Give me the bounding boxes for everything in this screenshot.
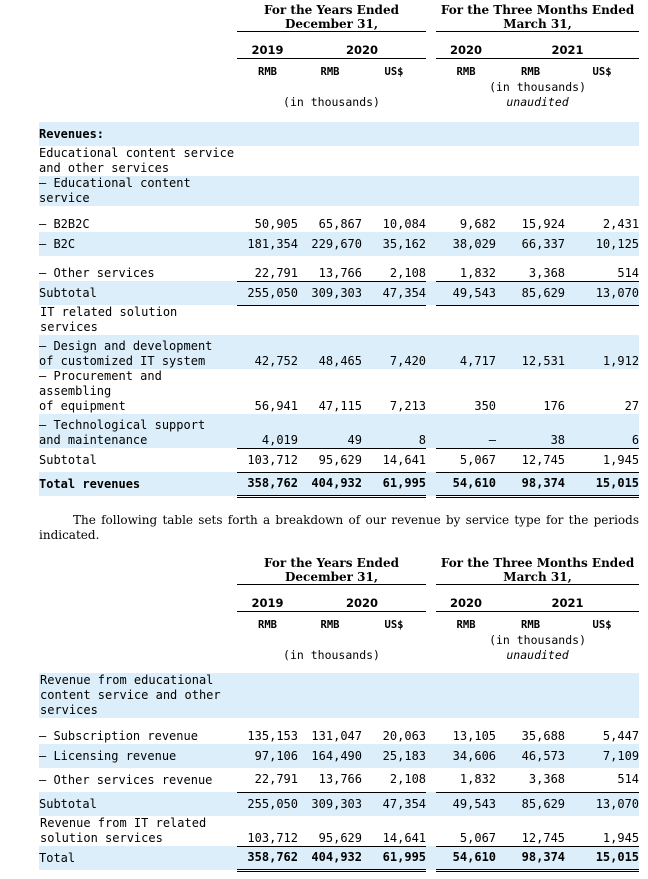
- cell: 1,945: [565, 816, 639, 846]
- table-row: [39, 448, 639, 472]
- cell: 98,374: [496, 472, 565, 496]
- in-thousands-label: (in thousands): [489, 80, 586, 94]
- cell: 13,766: [298, 768, 362, 792]
- cell: 66,337: [496, 232, 565, 256]
- cell: 38,029: [436, 232, 496, 256]
- cell: 131,047: [311, 729, 362, 743]
- currency-rmb: RMB: [521, 619, 541, 631]
- cell: 54,610: [436, 846, 496, 870]
- cell: 1,832: [436, 256, 496, 281]
- cell: 54,610: [436, 472, 496, 496]
- months-ended-header: For the Three Months Ended March 31,: [436, 3, 639, 32]
- cell: 13,766: [298, 256, 362, 281]
- table-row: [39, 256, 639, 281]
- row-label: – B2C: [39, 232, 237, 256]
- cell: 5,067: [436, 816, 496, 846]
- cell: 135,153: [247, 729, 298, 743]
- cell: 61,995: [362, 846, 426, 870]
- table-row: [39, 718, 639, 744]
- cell: 48,465: [298, 335, 362, 369]
- edu-content-service-label: – Educational content service: [39, 176, 237, 206]
- cell: 176: [543, 399, 566, 413]
- year-2020-q: 2020: [436, 36, 496, 58]
- in-thousands-label: (in thousands): [283, 648, 380, 662]
- cell: 14,641: [362, 816, 426, 846]
- cell: 12,745: [496, 448, 565, 472]
- cell: 229,670: [298, 232, 362, 256]
- cell: 46,573: [496, 744, 565, 768]
- cell: 47,115: [318, 399, 362, 413]
- cell: 12,531: [496, 335, 565, 369]
- cell: 14,641: [362, 448, 426, 472]
- table-row: [39, 744, 639, 768]
- edu-revenue-label: Revenue from educational content service and other services: [39, 673, 237, 718]
- currency-usd: US$: [384, 619, 404, 631]
- year-2021: 2021: [496, 589, 639, 611]
- year-2020: 2020: [298, 589, 426, 611]
- cell: 309,303: [298, 281, 362, 305]
- table-row: [39, 768, 639, 792]
- cell: 514: [565, 256, 639, 281]
- cell: 181,354: [237, 232, 298, 256]
- cell: 22,791: [237, 256, 298, 281]
- edu-content-label: Educational content service and other services: [39, 146, 235, 175]
- cell: 7,420: [362, 335, 426, 369]
- row-label: – Subscription revenue: [39, 729, 198, 743]
- cell: 255,050: [237, 792, 298, 816]
- cell: 97,106: [237, 744, 298, 768]
- table-row: [39, 414, 639, 448]
- cell: 65,867: [318, 217, 362, 231]
- cell: 1,945: [565, 448, 639, 472]
- cell: 12,745: [496, 816, 565, 846]
- cell: 514: [565, 768, 639, 792]
- cell: 22,791: [237, 768, 298, 792]
- table-row: [39, 281, 639, 305]
- table-row: [39, 335, 639, 369]
- currency-usd: US$: [592, 66, 612, 78]
- cell: 2,108: [362, 768, 426, 792]
- cell: 1,912: [565, 335, 639, 369]
- currency-rmb: RMB: [320, 619, 340, 631]
- currency-rmb: RMB: [521, 66, 541, 78]
- cell: 309,303: [298, 792, 362, 816]
- row-label: Revenue from IT related solution services: [40, 816, 207, 845]
- currency-rmb: RMB: [320, 66, 340, 78]
- cell: 103,712: [237, 816, 298, 846]
- revenue-by-service-table: [39, 556, 639, 872]
- year-2019: 2019: [237, 589, 298, 611]
- cell: 404,932: [298, 846, 362, 870]
- row-label: Subtotal: [39, 281, 237, 305]
- currency-rmb: RMB: [456, 619, 476, 631]
- table-row: [39, 206, 639, 232]
- cell: 6: [565, 414, 639, 448]
- in-thousands-label: (in thousands): [489, 633, 586, 647]
- it-solution-label: IT related solution services: [40, 305, 178, 334]
- cell: 8: [362, 414, 426, 448]
- cell: 25,183: [362, 744, 426, 768]
- row-label: – Technological support and maintenance: [39, 414, 237, 448]
- cell: 255,050: [237, 281, 298, 305]
- cell: 49,543: [436, 792, 496, 816]
- row-label: – Licensing revenue: [39, 744, 237, 768]
- row-label: – Procurement and assembling of equipment: [39, 369, 162, 413]
- in-thousands-unaudited: [436, 80, 639, 110]
- cell: 350: [474, 399, 497, 413]
- row-label: – Design and development of customized IT system: [39, 335, 237, 369]
- cell: 15,015: [565, 846, 639, 870]
- cell: 47,354: [362, 792, 426, 816]
- cell: 3,368: [496, 256, 565, 281]
- row-label: – Other services: [39, 266, 155, 280]
- cell: 164,490: [298, 744, 362, 768]
- cell: 1,832: [436, 768, 496, 792]
- cell: 13,105: [452, 729, 497, 743]
- unaudited-label: unaudited: [506, 95, 569, 109]
- cell: 95,629: [298, 816, 362, 846]
- currency-usd: US$: [592, 619, 612, 631]
- cell: 49: [298, 414, 362, 448]
- currency-rmb: RMB: [258, 66, 277, 78]
- currency-usd: US$: [384, 66, 404, 78]
- cell: 27: [624, 399, 640, 413]
- year-2020: 2020: [298, 36, 426, 58]
- cell: —: [436, 414, 496, 448]
- cell: 15,015: [565, 472, 639, 496]
- table-row: [39, 472, 639, 496]
- row-label: Total revenues: [39, 472, 237, 496]
- in-thousands-label: (in thousands): [283, 95, 380, 109]
- cell: 56,941: [254, 399, 298, 413]
- cell: 38: [496, 414, 565, 448]
- cell: 13,070: [565, 281, 639, 305]
- row-label: – Other services revenue: [39, 772, 213, 787]
- cell: 7,213: [389, 399, 427, 413]
- cell: 34,606: [436, 744, 496, 768]
- cell: 404,932: [298, 472, 362, 496]
- unaudited-label: unaudited: [506, 648, 569, 662]
- cell: 85,629: [496, 792, 565, 816]
- cell: 42,752: [237, 335, 298, 369]
- cell: 4,717: [436, 335, 496, 369]
- cell: 4,019: [237, 414, 298, 448]
- cell: 50,905: [254, 217, 298, 231]
- cell: 2,108: [362, 256, 426, 281]
- table-row: [39, 232, 639, 256]
- months-ended-header: For the Three Months Ended March 31,: [436, 556, 639, 585]
- cell: 85,629: [496, 281, 565, 305]
- cell: 98,374: [496, 846, 565, 870]
- row-label: Subtotal: [39, 792, 237, 816]
- cell: 3,368: [496, 768, 565, 792]
- currency-rmb: RMB: [456, 66, 476, 78]
- revenues-heading: Revenues:: [39, 122, 237, 146]
- table-row: [39, 846, 639, 870]
- table-row: [39, 369, 639, 414]
- cell: 7,109: [565, 744, 639, 768]
- cell: 61,995: [362, 472, 426, 496]
- cell: 10,125: [565, 232, 639, 256]
- currency-rmb: RMB: [258, 619, 277, 631]
- cell: 35,688: [521, 729, 566, 743]
- cell: 2,431: [602, 217, 640, 231]
- cell: 9,682: [459, 217, 497, 231]
- years-ended-header: For the Years Ended December 31,: [237, 556, 426, 585]
- in-thousands-unaudited: [436, 633, 639, 663]
- cell: 15,924: [521, 217, 566, 231]
- cell: 47,354: [362, 281, 426, 305]
- cell: 20,063: [382, 729, 427, 743]
- breakdown-paragraph: The following table sets forth a breakdown of our revenue by service type for the periods indicated.: [39, 513, 639, 542]
- table-row: [39, 816, 639, 846]
- year-2019: 2019: [237, 36, 298, 58]
- cell: 35,162: [362, 232, 426, 256]
- year-2021: 2021: [496, 36, 639, 58]
- cell: 13,070: [565, 792, 639, 816]
- table-row: [39, 792, 639, 816]
- cell: 10,084: [382, 217, 427, 231]
- cell: 49,543: [436, 281, 496, 305]
- cell: 358,762: [237, 472, 298, 496]
- row-label: Subtotal: [39, 452, 97, 467]
- revenue-table: [39, 3, 639, 498]
- years-ended-header: For the Years Ended December 31,: [237, 3, 426, 32]
- cell: 95,629: [298, 448, 362, 472]
- cell: 5,067: [436, 448, 496, 472]
- cell: 103,712: [237, 448, 298, 472]
- row-label: Total: [39, 846, 237, 870]
- cell: 358,762: [237, 846, 298, 870]
- row-label: – B2B2C: [39, 217, 90, 231]
- cell: 5,447: [602, 729, 640, 743]
- year-2020-q: 2020: [436, 589, 496, 611]
